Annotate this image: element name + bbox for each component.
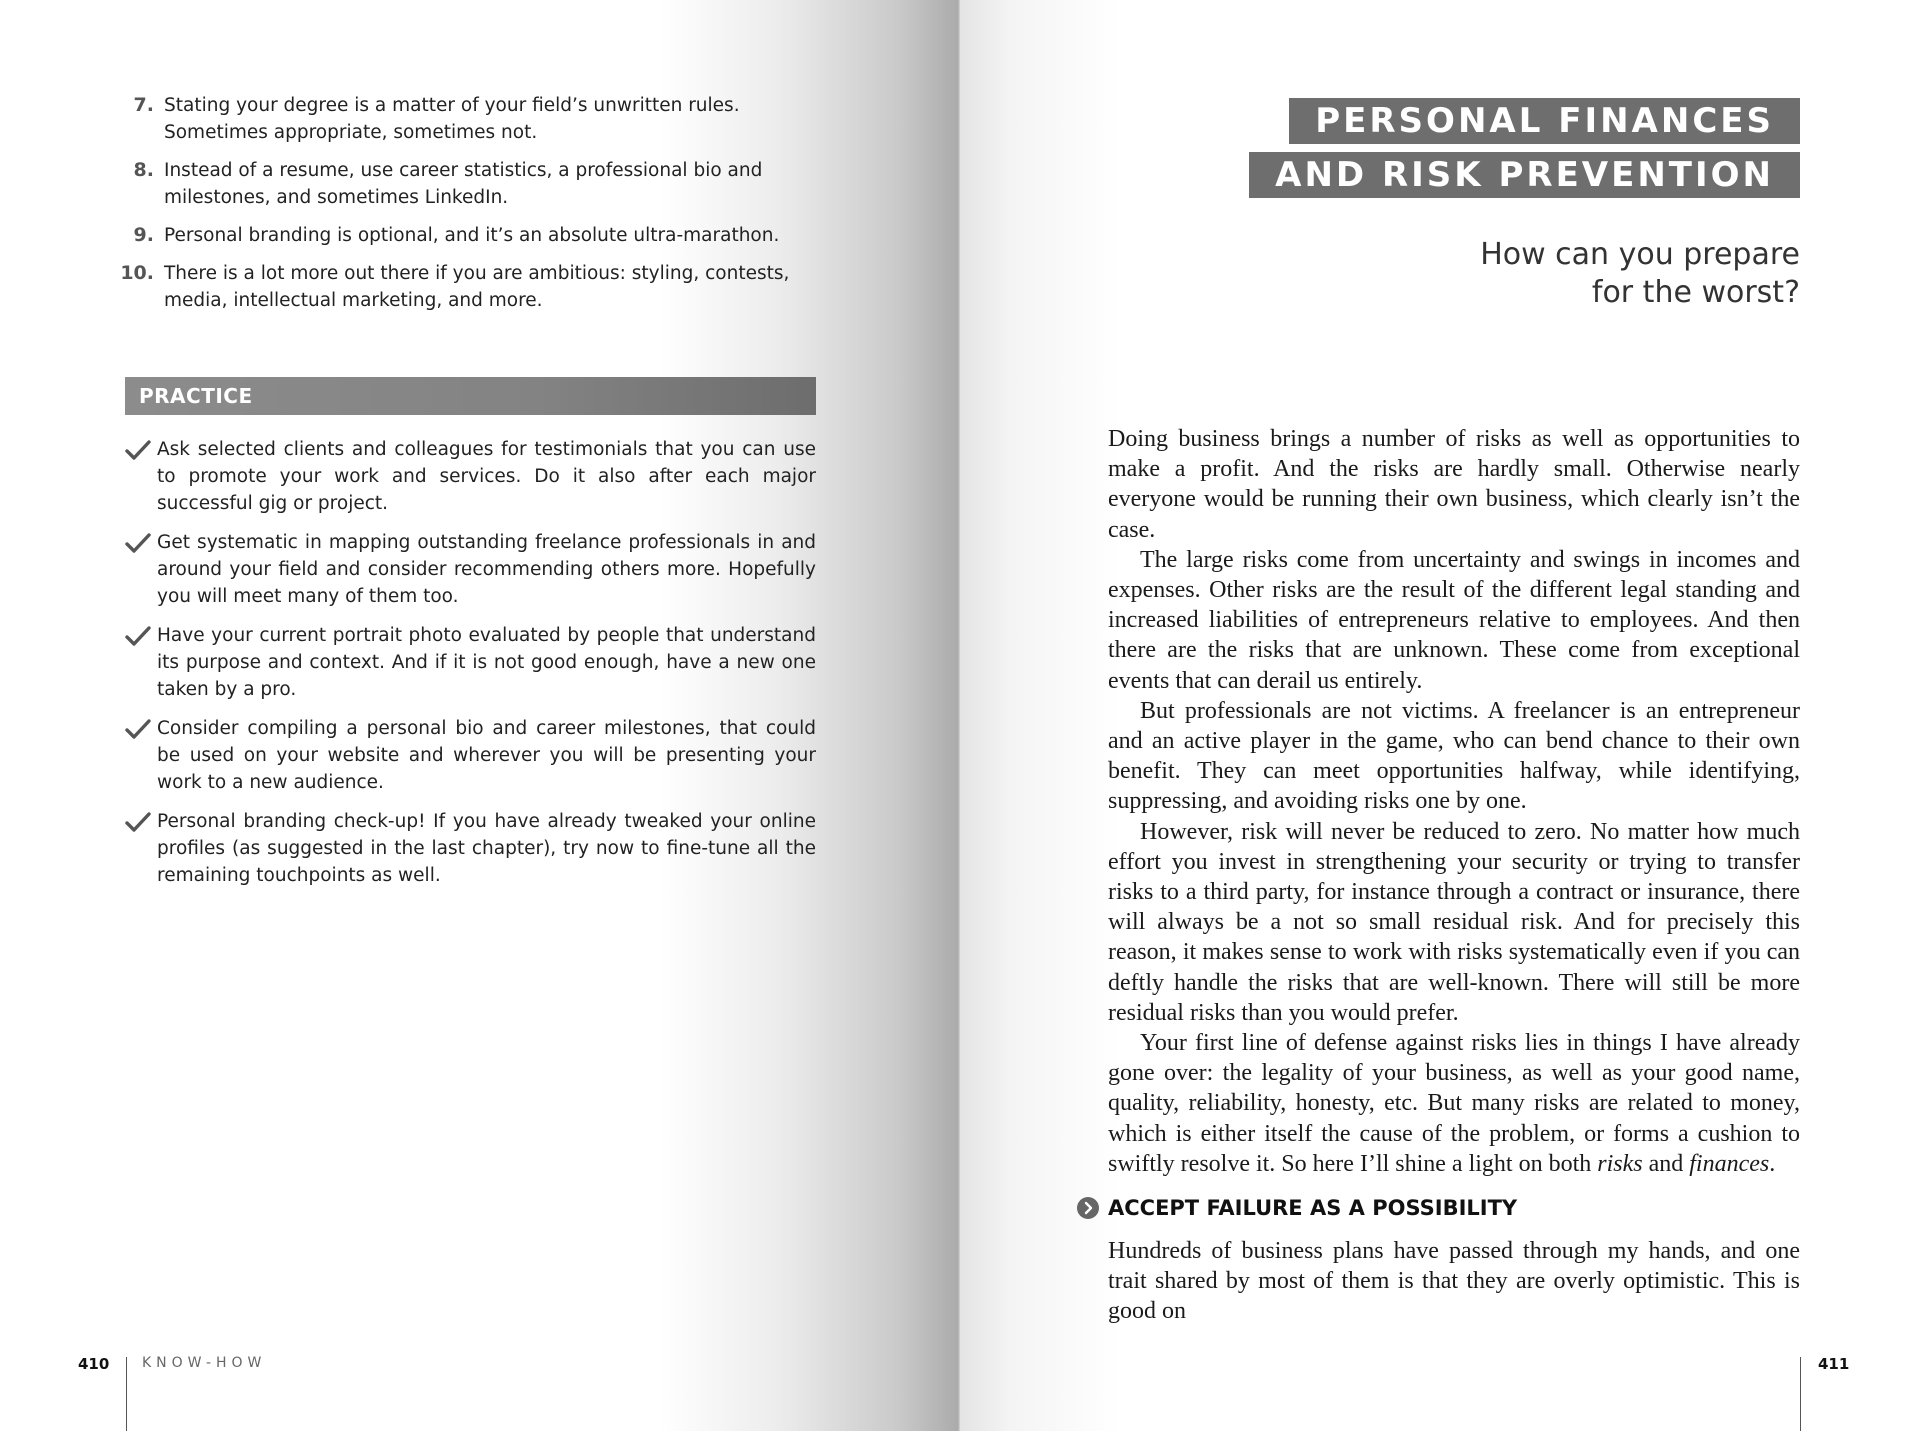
checklist-text: Have your current portrait photo evaluated by people that understand its purpose and context. And if it is not good enough, have a new one taken by a pro. [157,625,816,700]
list-item [120,260,820,314]
section-heading [1076,1196,1517,1220]
footer-divider [1800,1357,1801,1431]
list-item [120,157,820,211]
emphasis-risks: risks [1597,1150,1643,1177]
item-number: 7. [133,94,154,116]
checklist-text: Personal branding check-up! If you have already tweaked your online profiles (as suggested in the last chapter), try now to fine-tune all the remaining touchpoints as well. [157,811,816,886]
subtitle-line-2: for the worst? [1591,275,1800,310]
item-text: Personal branding is optional, and it’s an absolute ultra-marathon. [164,225,780,246]
chapter-body [1108,424,1800,1179]
chevron-circle-icon [1076,1196,1100,1220]
checklist-item [125,715,816,796]
body-paragraph: Hundreds of business plans have passed through my hands, and one trait shared by most of them is that they are overly optimistic. This is good on [1108,1238,1800,1325]
chapter-title-line-1: PERSONAL FINANCES [1289,98,1800,144]
paragraph-text: . [1769,1150,1776,1177]
item-number: 8. [133,159,154,181]
body-paragraph: Doing business brings a number of risks as well as opportunities to make a profit. And the risks are hardly small. Otherwise nearly everyone would be running their own business, which clearly isn’t the case. [1108,426,1800,543]
page-number: 410 [78,1355,110,1373]
practice-heading: PRACTICE [139,384,253,408]
item-number: 9. [133,224,154,246]
paragraph-text: and [1642,1150,1690,1177]
practice-heading-bar [125,377,816,415]
list-item [120,92,820,146]
practice-checklist [125,436,816,901]
checklist-item [125,622,816,703]
checklist-item [125,436,816,517]
checklist-text: Consider compiling a personal bio and career milestones, that could be used on your website and wherever you will be presenting your work to a new audience. [157,718,816,793]
body-paragraph: But professionals are not victims. A freelancer is an entrepreneur and an active player in the game, who can bend chance to their own benefit. They can meet opportunities halfway, while identifying, suppressing, and avoiding risks one by one. [1108,697,1800,815]
numbered-summary-list [120,92,820,325]
running-head: KNOW-HOW [142,1355,267,1371]
checklist-text: Ask selected clients and colleagues for testimonials that you can use to promote your work and services. Do it also after each major successful gig or project. [157,439,816,514]
item-text: Instead of a resume, use career statistics, a professional bio and milestones, and sometimes LinkedIn. [164,160,763,208]
body-paragraph: The large risks come from uncertainty and swings in incomes and expenses. Other risks are the result of the different legal standing and increased liabilities of entrepreneurs relative to employees. And then there are the risks that are unknown. These come from exceptional events that can derail us entirely. [1108,546,1800,694]
check-icon [125,718,151,740]
chapter-subtitle [1480,236,1800,312]
item-text: There is a lot more out there if you are ambitious: styling, contests, media, intellectual marketing, and more. [164,263,790,311]
chapter-title-line-2: AND RISK PREVENTION [1249,152,1800,198]
check-icon [125,625,151,647]
section-body [1108,1236,1800,1327]
checklist-item [125,529,816,610]
subtitle-line-1: How can you prepare [1480,237,1800,272]
check-icon [125,532,151,554]
item-number: 10. [120,262,154,284]
chapter-title [1249,98,1800,206]
body-paragraph: However, risk will never be reduced to zero. No matter how much effort you invest in strengthening your security or trying to transfer risks to a third party, for instance through a contract or insurance, there will always be a not so small residual risk. And for precisely this reason, it makes sense to work with risks systematically even if you can deftly handle the risks that are well-known. There will still be more residual risks than you would prefer. [1108,818,1800,1026]
checklist-item [125,808,816,889]
page-number: 411 [1818,1355,1850,1373]
item-text: Stating your degree is a matter of your field’s unwritten rules. Sometimes appropriate, sometimes not. [164,95,740,143]
check-icon [125,439,151,461]
section-heading-text: ACCEPT FAILURE AS A POSSIBILITY [1108,1196,1518,1220]
paragraph-text: Your first line of defense against risks lies in things I have already gone over: the legality of your business, as well as your good name, quality, reliability, honesty, etc. But many risks are related to money, which is either itself the cause of the problem, or forms a cushion to swiftly resolve it. So here I’ll shine a light on both [1108,1030,1800,1177]
body-paragraph [1108,1028,1800,1179]
emphasis-finances: finances [1689,1150,1770,1177]
checklist-text: Get systematic in mapping outstanding freelance professionals in and around your field and consider recommending others more. Hopefully you will meet many of them too. [157,532,816,607]
list-item [120,222,820,249]
check-icon [125,811,151,833]
footer-divider [126,1357,127,1431]
